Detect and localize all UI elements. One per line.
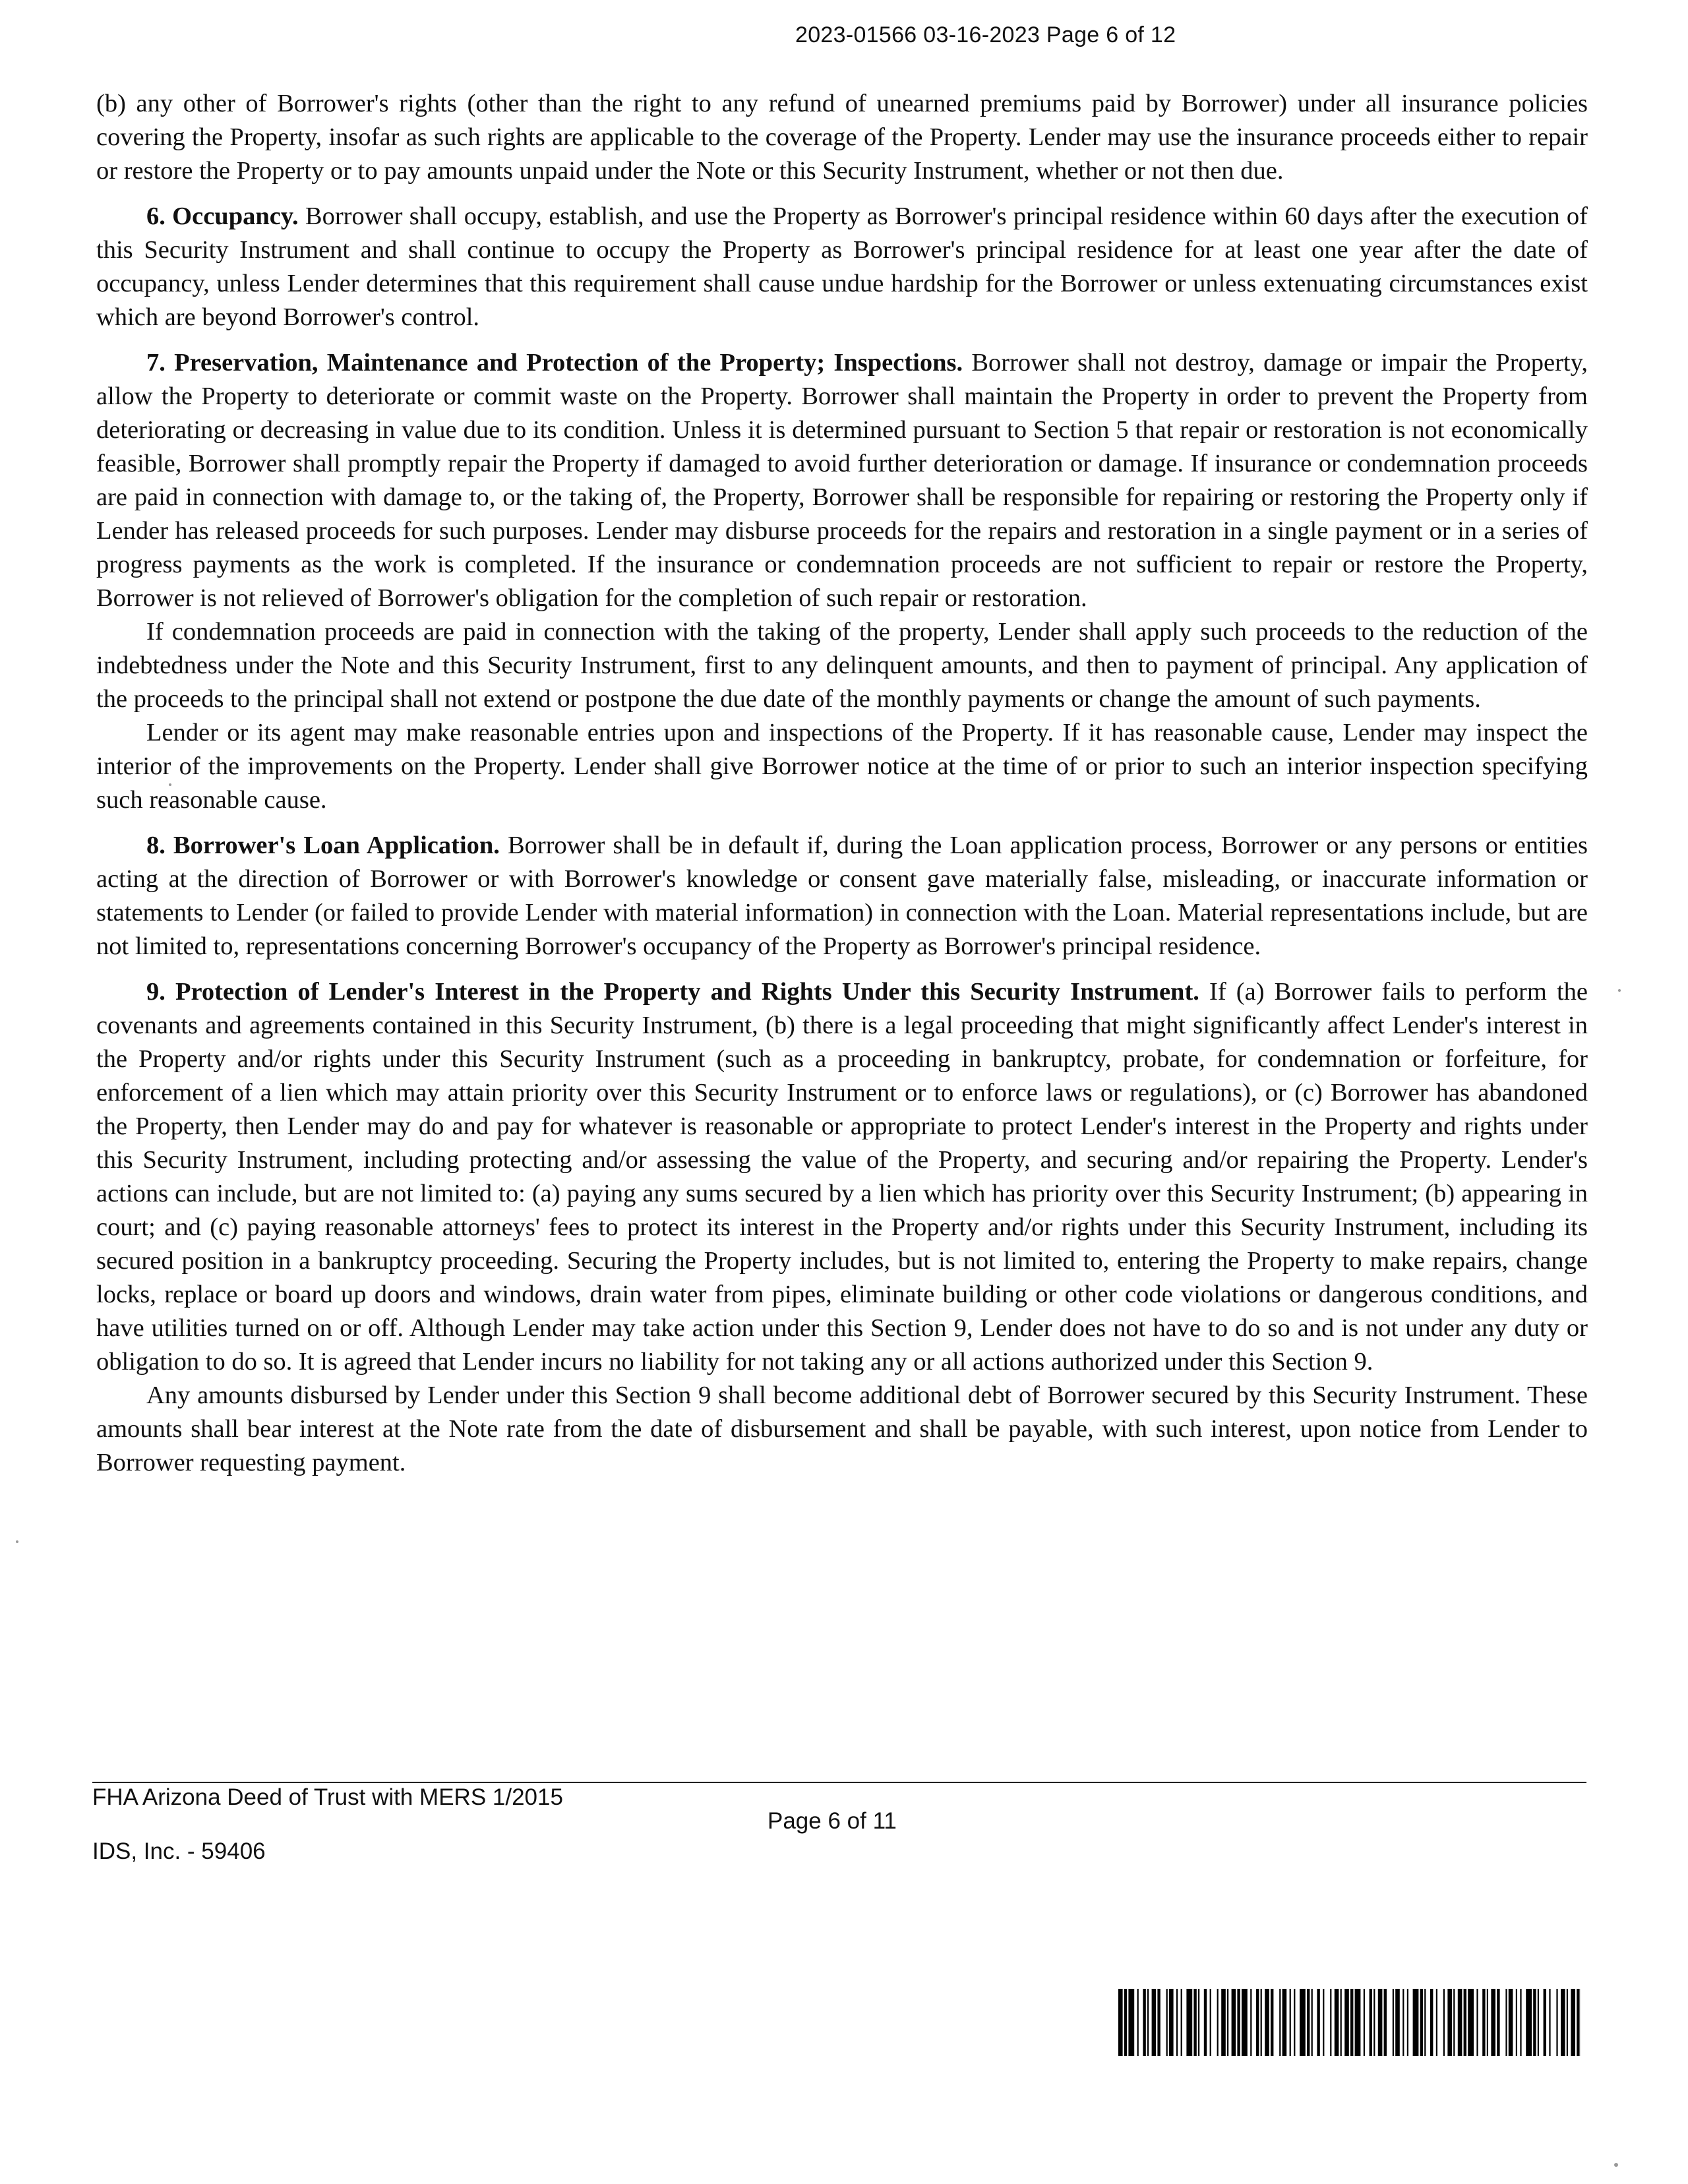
footer-vendor: IDS, Inc. - 59406 <box>92 1838 266 1864</box>
scan-speck <box>1618 989 1621 992</box>
paragraph-protection <box>96 975 1588 1379</box>
section-heading-preservation: 7. Preservation, Maintenance and Protection of the Property; Inspections. <box>146 349 963 377</box>
paragraph-text: Borrower shall occupy, establish, and use the Property as Borrower's principal residence within 60 days after the execution of this Security Instrument and shall continue to occupy the Property as Borrower's principal residence for at least one year after the date of occupancy, unless Lender determines that this requirement shall cause undue hardship for the Borrower or unless extenuating circumstances exist which are beyond Borrower's control. <box>96 202 1588 331</box>
scan-speck <box>1614 2163 1618 2167</box>
section-heading-protection: 9. Protection of Lender's Interest in the Property and Rights Under this Security Instrument. <box>146 978 1199 1006</box>
section-heading-occupancy: 6. Occupancy. <box>146 202 299 230</box>
paragraph-text: Borrower shall not destroy, damage or impair the Property, allow the Property to deteriorate or commit waste on the Property. Borrower shall maintain the Property in order to prevent the Property from deteriorating or decreasing in value due to its condition. Unless it is determined pursuant to Section 5 that repair or restoration is not economically feasible, Borrower shall promptly repair the Property if damaged to avoid further deterioration or damage. If insurance or condemnation proceeds are paid in connection with damage to, or the taking of, the Property, Borrower shall be responsible for repairing or restoring the Property only if Lender has released proceeds for such purposes. Lender may disburse proceeds for the repairs and restoration in a single payment or in a series of progress payments as the work is completed. If the insurance or condemnation proceeds are not sufficient to repair or restore the Property, Borrower is not relieved of Borrower's obligation for the completion of such repair or restoration. <box>96 349 1588 612</box>
paragraph-text: Any amounts disbursed by Lender under this Section 9 shall become additional debt of Borrower secured by this Security Instrument. These amounts shall bear interest at the Note rate from the date of disbursement and shall be payable, with such interest, upon notice from Lender to Borrower requesting payment. <box>96 1381 1588 1476</box>
paragraph-insurance-rights <box>96 87 1588 188</box>
paragraph-occupancy <box>96 200 1588 334</box>
barcode <box>1118 1989 1581 2056</box>
paragraph-text: If (a) Borrower fails to perform the covenants and agreements contained in this Security Instrument, (b) there is a legal proceeding that might significantly affect Lender's interest in the Property and/or rights under this Security Instrument (such as a proceeding in bankruptcy, probate, for condemnation or forfeiture, for enforcement of a lien which may attain priority over this Security Instrument or to enforce laws or regulations), or (c) Borrower has abandoned the Property, then Lender may do and pay for whatever is reasonable or appropriate to protect Lender's interest in the Property and rights under this Security Instrument, including protecting and/or assessing the value of the Property, and securing and/or repairing the Property. Lender's actions can include, but are not limited to: (a) paying any sums secured by a lien which has priority over this Security Instrument; (b) appearing in court; and (c) paying reasonable attorneys' fees to protect its interest in the Property and/or rights under this Security Instrument, including its secured position in a bankruptcy proceeding. Securing the Property includes, but is not limited to, entering the Property to make repairs, change locks, replace or board up doors and windows, drain water from pipes, eliminate building or other code violations or dangerous conditions, and have utilities turned on or off. Although Lender may take action under this Section 9, Lender does not have to do so and is not under any duty or obligation to do so. It is agreed that Lender incurs no liability for not taking any or all actions authorized under this Section 9. <box>96 978 1588 1376</box>
scan-speck <box>169 783 171 786</box>
paragraph-text: (b) any other of Borrower's rights (other than the right to any refund of unearned premiums paid by Borrower) under all insurance policies covering the Property, insofar as such rights are applicable to the coverage of the Property. Lender may use the insurance proceeds either to repair or restore the Property or to pay amounts unpaid under the Note or this Security Instrument, whether or not then due. <box>96 90 1588 185</box>
footer-form-name: FHA Arizona Deed of Trust with MERS 1/2015 <box>92 1784 563 1810</box>
paragraph-text: If condemnation proceeds are paid in connection with the taking of the property, Lender shall apply such proceeds to the reduction of the indebtedness under the Note and this Security Instrument, first to any delinquent amounts, and then to payment of principal. Any application of the proceeds to the principal shall not extend or postpone the due date of the monthly payments or change the amount of such payments. <box>96 618 1588 713</box>
document-body <box>96 87 1588 1480</box>
paragraph-loan-application <box>96 829 1588 963</box>
paragraph-condemnation <box>96 615 1588 716</box>
scan-speck <box>16 1540 18 1543</box>
paragraph-inspections <box>96 716 1588 817</box>
footer-page-number: Page 6 of 11 <box>768 1808 897 1834</box>
paragraph-preservation <box>96 346 1588 615</box>
paragraph-text: Lender or its agent may make reasonable entries upon and inspections of the Property. If it has reasonable cause, Lender may inspect the interior of the improvements on the Property. Lender shall give Borrower notice at the time of or prior to such an interior inspection specifying such reasonable cause. <box>96 719 1588 814</box>
paragraph-disbursed-amounts <box>96 1379 1588 1480</box>
recording-header: 2023-01566 03-16-2023 Page 6 of 12 <box>795 22 1176 47</box>
paragraph-text: Borrower shall be in default if, during the Loan application process, Borrower or any persons or entities acting at the direction of Borrower or with Borrower's knowledge or consent gave materially false, misleading, or inaccurate information or statements to Lender (or failed to provide Lender with material information) in connection with the Loan. Material representations include, but are not limited to, representations concerning Borrower's occupancy of the Property as Borrower's principal residence. <box>96 832 1588 960</box>
footer-divider <box>92 1782 1586 1783</box>
section-heading-loan-application: 8. Borrower's Loan Application. <box>146 832 500 859</box>
